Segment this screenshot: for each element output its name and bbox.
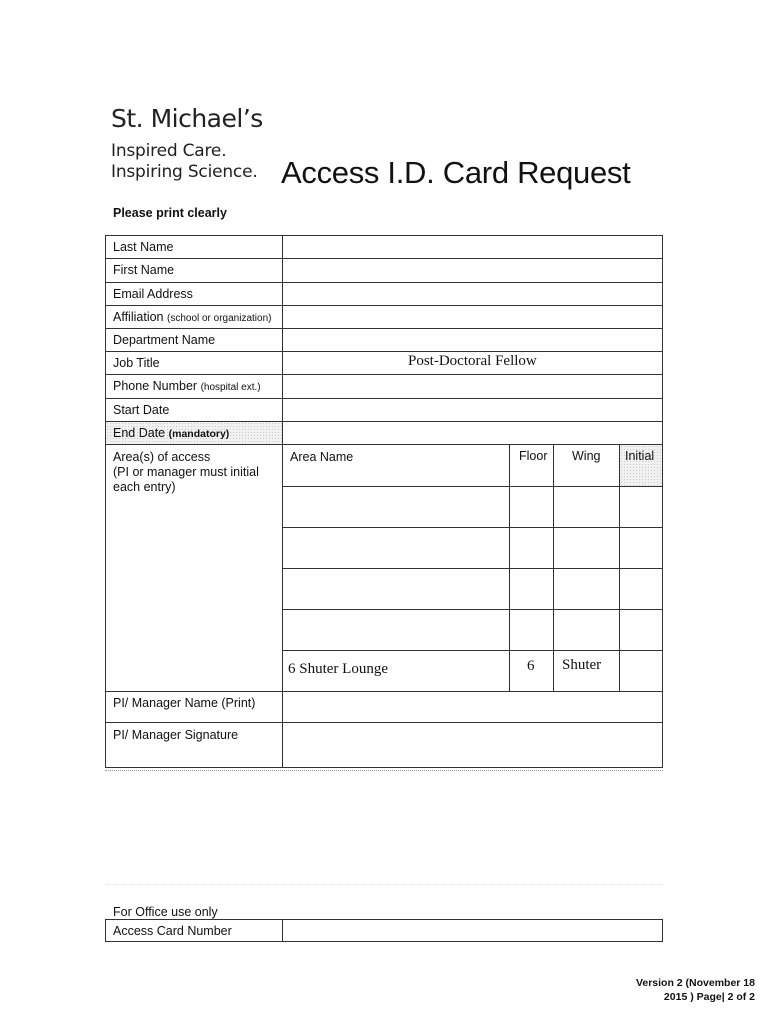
- first-name-label: First Name: [113, 263, 175, 277]
- logo-tagline-1: Inspired Care.: [111, 141, 227, 161]
- area-row-5-wing[interactable]: Shuter: [562, 657, 602, 673]
- logo-name: St. Michael’s: [111, 104, 263, 133]
- area-name-header: Area Name: [290, 450, 354, 464]
- phone-label: [113, 379, 261, 393]
- phone-note: (hospital ext.): [200, 382, 261, 393]
- initial-header: Initial: [625, 449, 655, 463]
- office-use-heading: For Office use only: [113, 905, 218, 919]
- phone-label-text: Phone Number: [113, 379, 198, 393]
- page-title: Access I.D. Card Request: [281, 155, 631, 190]
- end-date-label: [113, 426, 229, 440]
- floor-header: Floor: [519, 449, 548, 463]
- start-date-label: Start Date: [113, 403, 170, 417]
- manager-name-label: PI/ Manager Name (Print): [113, 696, 256, 710]
- version-line-1: Version 2 (November 18: [635, 977, 755, 989]
- logo-tagline-2: Inspiring Science.: [111, 162, 258, 182]
- job-title-value[interactable]: Post-Doctoral Fellow: [408, 353, 537, 369]
- version-line-2: 2015 ) Page| 2 of 2: [663, 991, 755, 1003]
- divider: [105, 770, 663, 771]
- last-name-label: Last Name: [113, 240, 174, 254]
- email-label: Email Address: [113, 287, 193, 301]
- area-row-5-floor[interactable]: 6: [527, 658, 535, 674]
- access-card-number-label: Access Card Number: [113, 924, 232, 938]
- end-date-note: (mandatory): [168, 428, 230, 440]
- end-date-label-text: End Date: [113, 426, 166, 440]
- print-instruction: Please print clearly: [113, 206, 227, 220]
- affiliation-label-text: Affiliation: [113, 310, 164, 324]
- divider: [105, 884, 663, 885]
- version-footer: [605, 976, 755, 1004]
- affiliation-note: (school or organization): [166, 313, 272, 324]
- department-label: Department Name: [113, 333, 216, 347]
- manager-signature-label: PI/ Manager Signature: [113, 728, 239, 742]
- affiliation-label: [113, 310, 271, 324]
- job-title-label: Job Title: [113, 356, 160, 370]
- areas-of-access-label: Area(s) of access (PI or manager must initial each entry): [113, 450, 259, 494]
- area-row-5-name[interactable]: 6 Shuter Lounge: [288, 661, 388, 677]
- wing-header: Wing: [572, 449, 601, 463]
